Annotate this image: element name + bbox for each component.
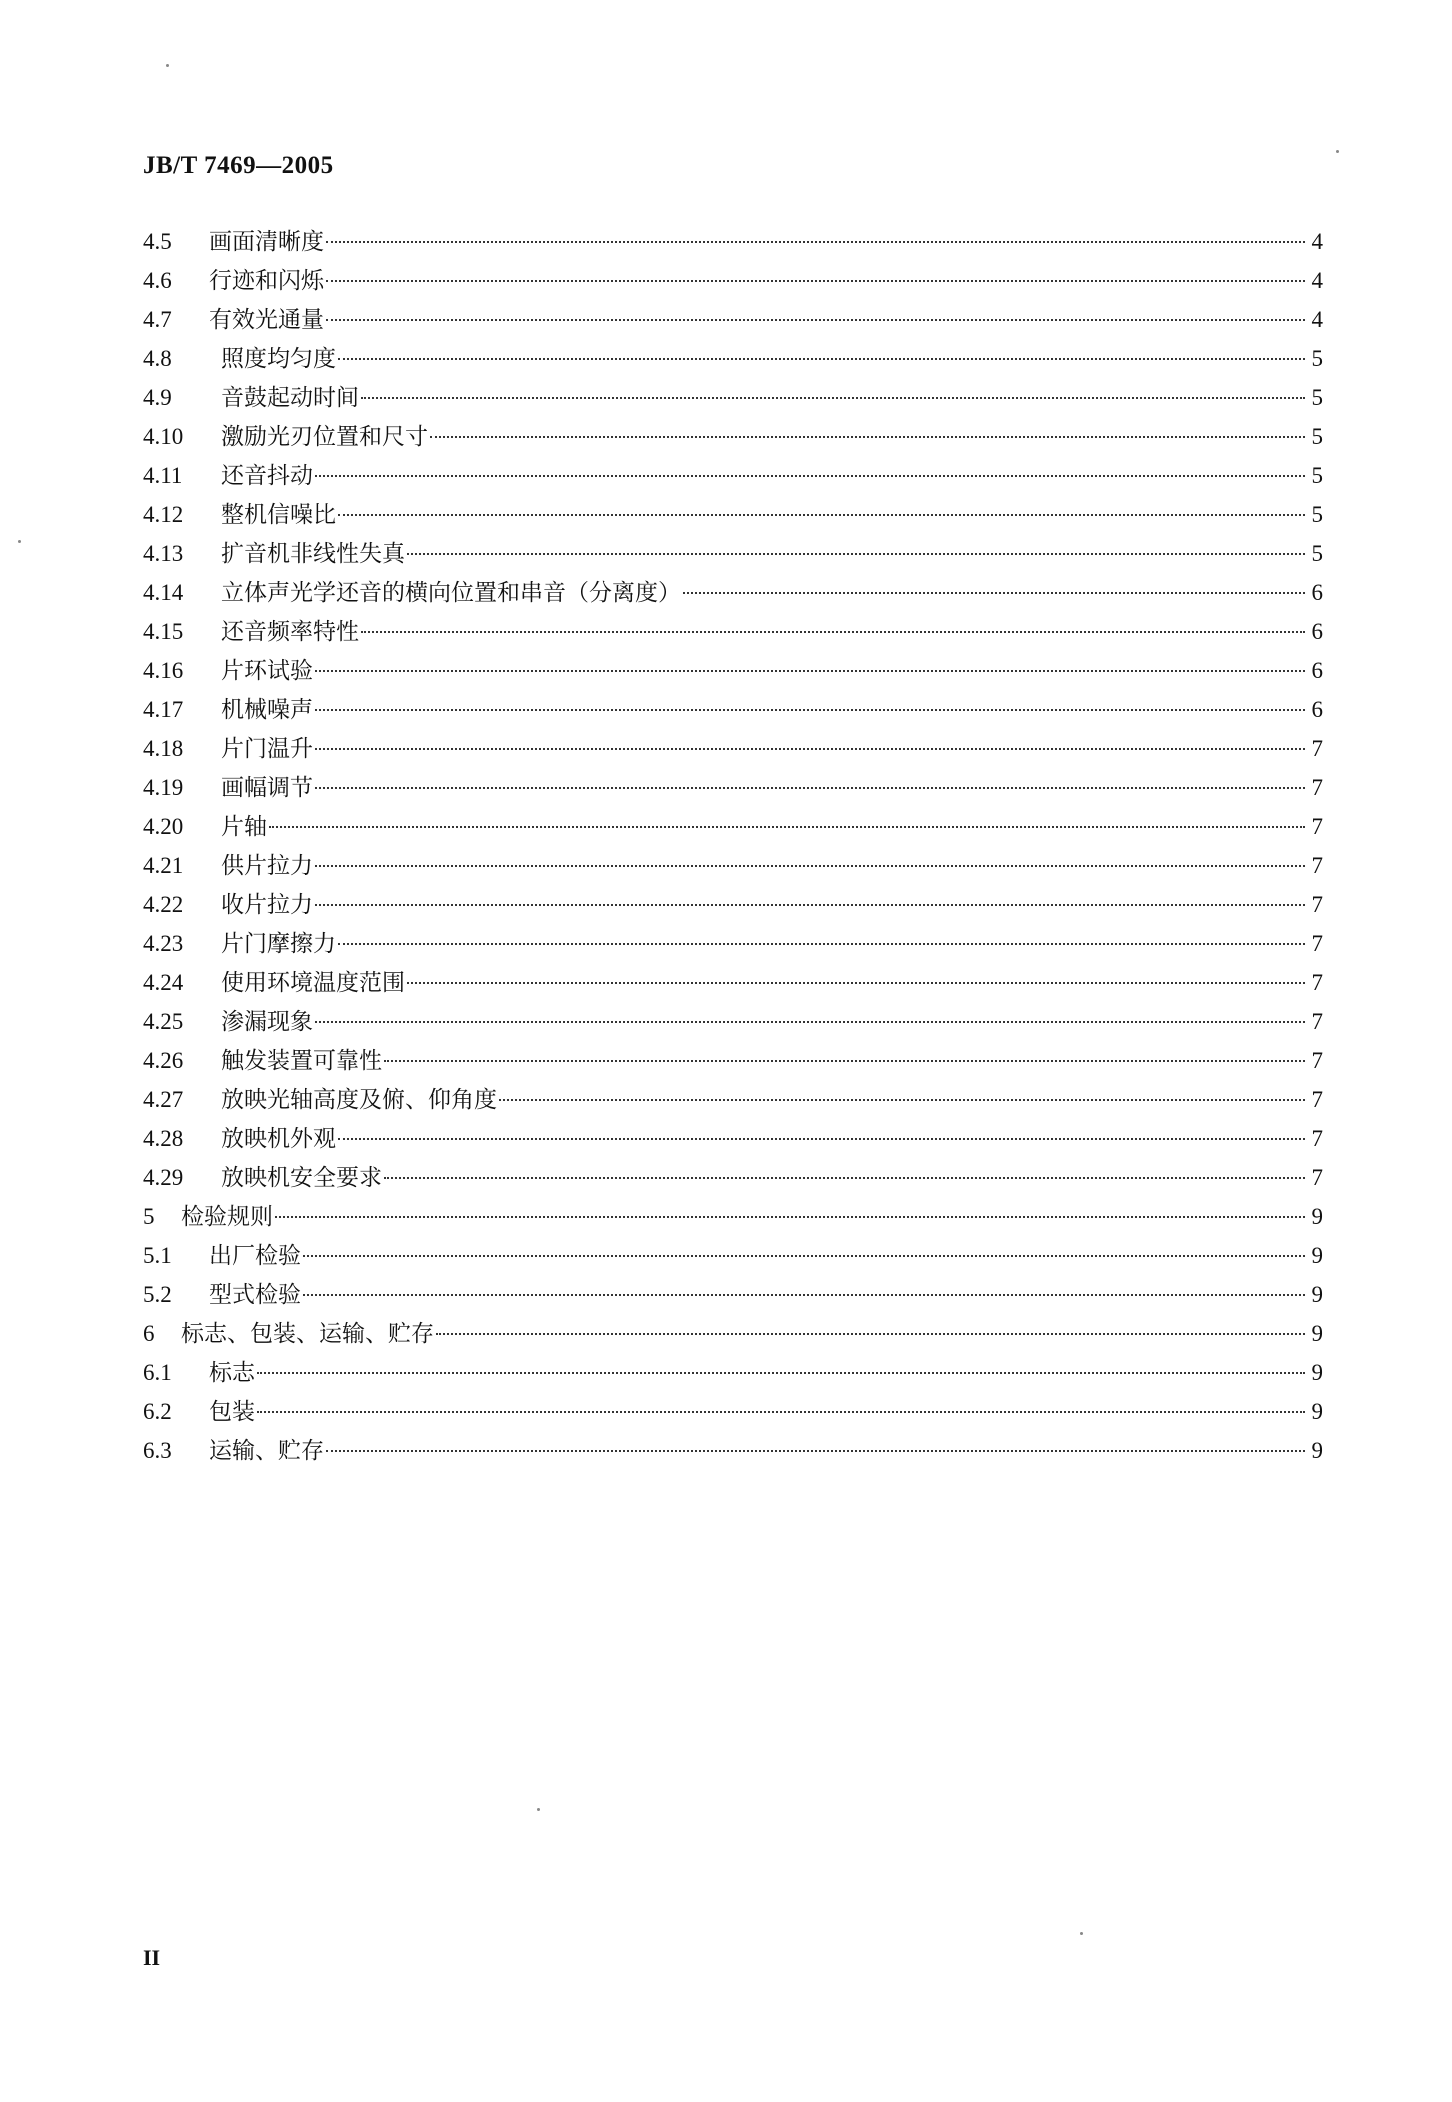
toc-entry-number: 5.2 xyxy=(143,1282,172,1307)
toc-entry xyxy=(143,1080,1323,1119)
toc-entry-title: 画幅调节 xyxy=(221,775,313,801)
toc-entry-page: 5 xyxy=(1311,463,1323,488)
toc-entry xyxy=(143,1431,1323,1470)
toc-entry-title: 激励光刃位置和尺寸 xyxy=(221,424,428,450)
toc-entry xyxy=(143,1236,1323,1275)
toc-entry-number: 4.17 xyxy=(143,697,184,722)
toc-entry-page: 9 xyxy=(1311,1321,1323,1346)
toc-entry-page: 7 xyxy=(1311,970,1323,995)
toc-entry-number: 4.22 xyxy=(143,892,184,917)
scan-speck xyxy=(166,64,169,67)
toc-entry-number: 4.19 xyxy=(143,775,184,800)
toc-entry-number: 4.12 xyxy=(143,502,184,527)
toc-dot-leader xyxy=(326,280,1305,282)
toc-dot-leader xyxy=(303,1255,1305,1257)
toc-entry-title: 出厂检验 xyxy=(209,1243,301,1269)
toc-entry xyxy=(143,1119,1323,1158)
toc-dot-leader xyxy=(407,553,1305,555)
toc-entry-page: 7 xyxy=(1311,892,1323,917)
toc-entry-page: 7 xyxy=(1311,853,1323,878)
toc-entry-number: 6.3 xyxy=(143,1438,172,1463)
toc-entry-title: 渗漏现象 xyxy=(221,1009,313,1035)
toc-entry-number: 5 xyxy=(143,1204,155,1229)
toc-entry-page: 7 xyxy=(1311,1165,1323,1190)
toc-entry-number: 4.15 xyxy=(143,619,184,644)
toc-entry-page: 6 xyxy=(1311,580,1323,605)
toc-entry xyxy=(143,807,1323,846)
toc-entry-page: 7 xyxy=(1311,814,1323,839)
toc-entry-title: 照度均匀度 xyxy=(221,346,336,372)
toc-dot-leader xyxy=(315,865,1305,867)
toc-entry-number: 4.28 xyxy=(143,1126,184,1151)
toc-entry-title: 型式检验 xyxy=(209,1282,301,1308)
scan-speck xyxy=(1080,1932,1083,1935)
toc-dot-leader xyxy=(315,904,1305,906)
toc-entry-title: 片轴 xyxy=(221,814,267,840)
toc-entry xyxy=(143,963,1323,1002)
toc-dot-leader xyxy=(315,748,1305,750)
toc-entry-page: 7 xyxy=(1311,931,1323,956)
toc-dot-leader xyxy=(338,358,1305,360)
toc-entry-title: 片门摩擦力 xyxy=(221,931,336,957)
toc-dot-leader xyxy=(315,1021,1305,1023)
toc-entry-page: 7 xyxy=(1311,736,1323,761)
toc-entry xyxy=(143,768,1323,807)
toc-dot-leader xyxy=(315,787,1305,789)
toc-entry-number: 4.16 xyxy=(143,658,184,683)
toc-dot-leader xyxy=(275,1216,1305,1218)
toc-entry-page: 7 xyxy=(1311,1126,1323,1151)
toc-entry xyxy=(143,1353,1323,1392)
toc-entry-number: 4.13 xyxy=(143,541,184,566)
toc-entry xyxy=(143,339,1323,378)
toc-entry-title: 立体声光学还音的横向位置和串音（分离度） xyxy=(221,580,681,606)
toc-entry-number: 4.8 xyxy=(143,346,172,371)
toc-entry-number: 4.10 xyxy=(143,424,184,449)
toc-entry xyxy=(143,1314,1323,1353)
toc-entry-number: 4.27 xyxy=(143,1087,184,1112)
toc-entry-number: 4.20 xyxy=(143,814,184,839)
toc-entry-title: 包装 xyxy=(209,1399,255,1425)
toc-entry xyxy=(143,573,1323,612)
toc-dot-leader xyxy=(326,241,1305,243)
scan-speck xyxy=(537,1808,540,1811)
toc-entry-page: 9 xyxy=(1311,1438,1323,1463)
toc-dot-leader xyxy=(430,436,1305,438)
toc-entry xyxy=(143,729,1323,768)
toc-dot-leader xyxy=(338,514,1305,516)
toc-entry xyxy=(143,846,1323,885)
toc-dot-leader xyxy=(326,1450,1305,1452)
toc-entry xyxy=(143,1197,1323,1236)
toc-entry-number: 6.2 xyxy=(143,1399,172,1424)
toc-entry-page: 7 xyxy=(1311,1009,1323,1034)
toc-dot-leader xyxy=(436,1333,1305,1335)
toc-entry xyxy=(143,1002,1323,1041)
toc-entry-title: 检验规则 xyxy=(181,1204,273,1230)
toc-entry-page: 7 xyxy=(1311,1087,1323,1112)
toc-entry-page: 9 xyxy=(1311,1243,1323,1268)
toc-entry-page: 4 xyxy=(1311,268,1323,293)
toc-dot-leader xyxy=(257,1411,1305,1413)
toc-entry xyxy=(143,1392,1323,1431)
toc-entry xyxy=(143,495,1323,534)
toc-dot-leader xyxy=(303,1294,1305,1296)
toc-entry-title: 运输、贮存 xyxy=(209,1438,324,1464)
toc-entry xyxy=(143,456,1323,495)
toc-entry xyxy=(143,690,1323,729)
toc-entry xyxy=(143,612,1323,651)
toc-entry-title: 放映机安全要求 xyxy=(221,1165,382,1191)
toc-entry-page: 9 xyxy=(1311,1360,1323,1385)
toc-entry-page: 5 xyxy=(1311,346,1323,371)
toc-dot-leader xyxy=(315,709,1305,711)
toc-entry-title: 标志 xyxy=(209,1360,255,1386)
toc-dot-leader xyxy=(499,1099,1305,1101)
toc-entry-page: 4 xyxy=(1311,229,1323,254)
table-of-contents xyxy=(143,222,1323,1470)
toc-entry xyxy=(143,534,1323,573)
toc-entry-number: 4.9 xyxy=(143,385,172,410)
toc-entry-number: 6 xyxy=(143,1321,155,1346)
toc-entry xyxy=(143,417,1323,456)
toc-dot-leader xyxy=(338,1138,1305,1140)
toc-entry-page: 9 xyxy=(1311,1399,1323,1424)
toc-entry-title: 整机信噪比 xyxy=(221,502,336,528)
toc-entry xyxy=(143,885,1323,924)
toc-entry-title: 标志、包装、运输、贮存 xyxy=(181,1321,434,1347)
toc-dot-leader xyxy=(384,1060,1305,1062)
toc-entry-title: 还音频率特性 xyxy=(221,619,359,645)
toc-dot-leader xyxy=(315,475,1305,477)
toc-entry xyxy=(143,924,1323,963)
toc-dot-leader xyxy=(384,1177,1305,1179)
toc-entry-page: 5 xyxy=(1311,502,1323,527)
toc-entry-number: 4.11 xyxy=(143,463,183,488)
toc-entry xyxy=(143,261,1323,300)
toc-dot-leader xyxy=(257,1372,1305,1374)
toc-entry-page: 6 xyxy=(1311,619,1323,644)
toc-entry xyxy=(143,651,1323,690)
toc-entry-page: 9 xyxy=(1311,1204,1323,1229)
toc-dot-leader xyxy=(407,982,1305,984)
toc-entry-number: 5.1 xyxy=(143,1243,172,1268)
toc-entry-title: 放映机外观 xyxy=(221,1126,336,1152)
toc-entry-title: 收片拉力 xyxy=(221,892,313,918)
toc-entry-number: 4.23 xyxy=(143,931,184,956)
toc-entry-number: 4.6 xyxy=(143,268,172,293)
toc-entry-title: 扩音机非线性失真 xyxy=(221,541,405,567)
toc-dot-leader xyxy=(683,592,1305,594)
toc-entry-number: 4.5 xyxy=(143,229,172,254)
toc-entry-number: 4.25 xyxy=(143,1009,184,1034)
toc-entry-page: 6 xyxy=(1311,697,1323,722)
toc-entry-page: 5 xyxy=(1311,541,1323,566)
toc-entry xyxy=(143,1158,1323,1197)
toc-entry-title: 还音抖动 xyxy=(221,463,313,489)
toc-dot-leader xyxy=(361,397,1305,399)
toc-entry xyxy=(143,222,1323,261)
toc-entry-title: 供片拉力 xyxy=(221,853,313,879)
toc-entry xyxy=(143,300,1323,339)
toc-dot-leader xyxy=(269,826,1305,828)
toc-entry-title: 音鼓起动时间 xyxy=(221,385,359,411)
toc-entry-page: 5 xyxy=(1311,385,1323,410)
toc-entry-title: 画面清晰度 xyxy=(209,229,324,255)
toc-entry-title: 有效光通量 xyxy=(209,307,324,333)
toc-entry-number: 6.1 xyxy=(143,1360,172,1385)
toc-dot-leader xyxy=(326,319,1305,321)
scan-speck xyxy=(18,540,21,543)
toc-entry xyxy=(143,1275,1323,1314)
toc-entry-number: 4.21 xyxy=(143,853,184,878)
toc-entry-page: 5 xyxy=(1311,424,1323,449)
toc-entry-page: 6 xyxy=(1311,658,1323,683)
toc-dot-leader xyxy=(315,670,1305,672)
toc-entry-page: 4 xyxy=(1311,307,1323,332)
toc-entry xyxy=(143,378,1323,417)
toc-entry-title: 片门温升 xyxy=(221,736,313,762)
toc-entry-title: 放映光轴高度及俯、仰角度 xyxy=(221,1087,497,1113)
toc-entry-title: 触发装置可靠性 xyxy=(221,1048,382,1074)
toc-entry-number: 4.24 xyxy=(143,970,184,995)
toc-dot-leader xyxy=(361,631,1305,633)
toc-entry xyxy=(143,1041,1323,1080)
document-code: JB/T 7469—2005 xyxy=(143,152,334,179)
toc-entry-number: 4.18 xyxy=(143,736,184,761)
toc-entry-page: 7 xyxy=(1311,1048,1323,1073)
toc-entry-title: 使用环境温度范围 xyxy=(221,970,405,996)
toc-entry-number: 4.29 xyxy=(143,1165,184,1190)
toc-dot-leader xyxy=(338,943,1305,945)
toc-entry-number: 4.26 xyxy=(143,1048,184,1073)
toc-entry-page: 9 xyxy=(1311,1282,1323,1307)
toc-entry-number: 4.14 xyxy=(143,580,184,605)
toc-entry-number: 4.7 xyxy=(143,307,172,332)
toc-entry-title: 机械噪声 xyxy=(221,697,313,723)
scan-speck xyxy=(1336,150,1339,153)
page-number: II xyxy=(143,1945,161,1970)
toc-entry-page: 7 xyxy=(1311,775,1323,800)
toc-entry-title: 行迹和闪烁 xyxy=(209,268,324,294)
toc-entry-title: 片环试验 xyxy=(221,658,313,684)
